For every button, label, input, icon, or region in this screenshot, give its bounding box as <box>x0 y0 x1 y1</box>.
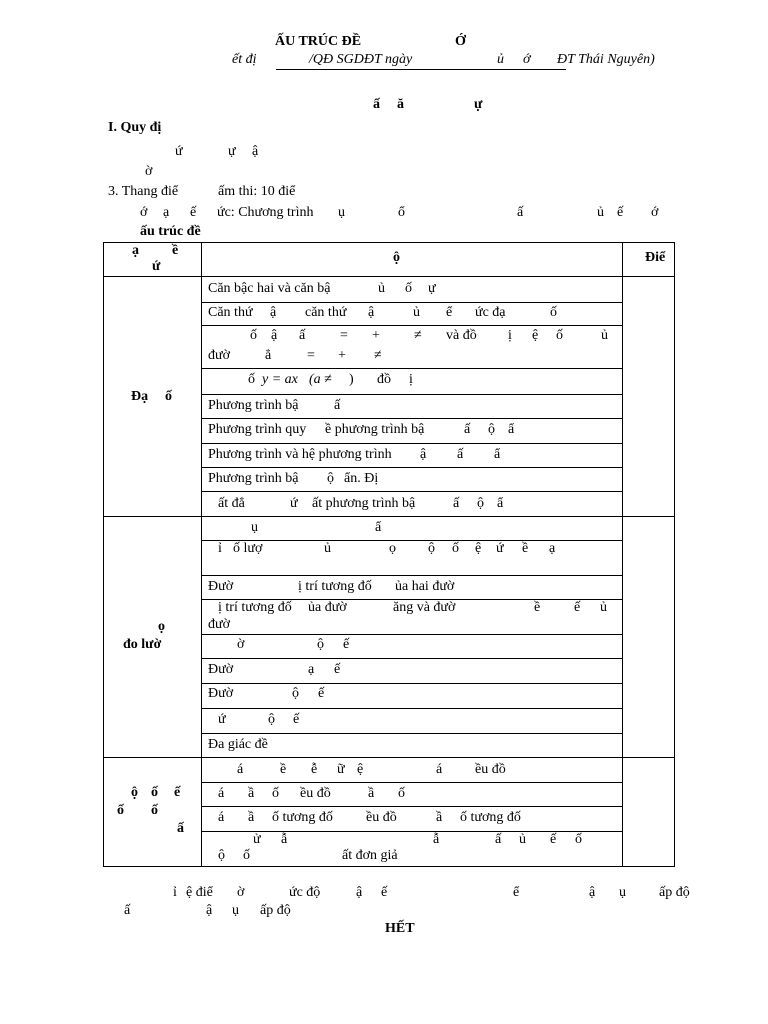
topic-text-fragment: + <box>372 328 380 343</box>
topic-row <box>201 831 623 867</box>
header-cell-category <box>103 242 202 277</box>
topic-text-fragment: ộ <box>327 471 334 486</box>
header-fragment: Điể <box>645 250 666 265</box>
rule-text-fragment: ức: Chương trình <box>217 205 314 220</box>
topic-text-fragment: ố tương đố <box>272 810 333 825</box>
footer-text-fragment: ức độ <box>289 885 321 900</box>
topic-text-fragment: ầ <box>436 810 443 825</box>
topic-text-fragment: ố tương đố <box>460 810 521 825</box>
rule-text-fragment: ậ <box>252 144 259 159</box>
topic-text-fragment: ố <box>248 372 255 387</box>
topic-text-fragment: ấ <box>457 447 464 462</box>
topic-text-fragment: ự <box>428 281 436 296</box>
topic-text-fragment: ủ <box>519 832 526 847</box>
topic-text-fragment: ỉ <box>218 541 222 556</box>
topic-text-fragment: ố <box>575 832 582 847</box>
topic-text-fragment: ờ <box>237 637 245 652</box>
topic-text-fragment: ể <box>446 305 453 320</box>
topic-text-fragment: ố <box>398 786 405 801</box>
topic-text-fragment: ẩ <box>497 496 504 511</box>
rule-text-fragment: ờ <box>145 164 153 179</box>
topic-text-fragment: ị trí tương đố <box>218 600 292 615</box>
topic-text-fragment: ị <box>508 328 512 343</box>
topic-text-fragment: ị <box>409 372 413 387</box>
topic-text-fragment: Phương trình quy <box>208 422 307 437</box>
topic-text-fragment: ẫ <box>433 832 440 847</box>
topic-text-fragment: ≠ <box>414 328 422 343</box>
topic-text-fragment: ất đẳ <box>218 496 245 511</box>
topic-text-fragment: ứ <box>218 712 226 727</box>
category-label: ố <box>165 389 172 404</box>
topic-text-fragment: ộ <box>268 712 275 727</box>
topic-row <box>201 516 623 541</box>
subtitle-fragment: ă <box>397 97 404 112</box>
footer-text-fragment: ụ <box>232 903 239 918</box>
rule-text-fragment: ấ <box>517 205 524 220</box>
topic-text-fragment: ẩ <box>375 520 382 535</box>
topic-text-fragment: ế <box>343 637 350 652</box>
topic-row <box>201 368 623 395</box>
topic-text-fragment: ầ <box>368 786 375 801</box>
category-cell <box>103 516 202 758</box>
category-cell <box>103 757 202 867</box>
topic-text-fragment: ấ <box>334 398 341 413</box>
topic-row <box>201 325 623 369</box>
header-fragment: ạ <box>132 243 139 258</box>
topic-text-fragment: ấ <box>464 422 471 437</box>
topic-text-fragment: = <box>340 328 348 343</box>
topic-text-fragment: ậ <box>271 328 278 343</box>
topic-text-fragment: ệ <box>475 541 482 556</box>
footer-text-fragment: ế <box>381 885 388 900</box>
topic-text-fragment: ẫ <box>281 832 288 847</box>
topic-text-fragment: ễ <box>311 762 318 777</box>
topic-text-fragment: ạ <box>308 662 315 677</box>
category-label: ọ <box>158 619 165 634</box>
structure-table <box>103 242 675 867</box>
decision-issuer: ĐT Thái Nguyên) <box>557 52 655 67</box>
topic-text-fragment: ế <box>334 662 341 677</box>
topic-text-fragment: ủ <box>324 541 331 556</box>
topic-text-fragment: ất đơn giả <box>342 848 398 863</box>
topic-text-fragment: ẳ <box>265 348 272 363</box>
topic-row <box>201 491 623 517</box>
topic-text-fragment: ế <box>574 600 581 615</box>
doc-title: ẤU TRÚC ĐỀ <box>275 34 362 49</box>
category-label: ấ <box>177 821 184 836</box>
topic-text-fragment: ộ <box>477 496 484 511</box>
topic-text-fragment: ử <box>253 832 261 847</box>
topic-text-fragment: ề phương trình bậ <box>325 422 425 437</box>
footer-text-fragment: ờ <box>237 885 245 900</box>
topic-text-fragment: ậ <box>420 447 427 462</box>
rule-text-fragment: ế <box>190 205 197 220</box>
rule-text-fragment: ụ <box>338 205 345 220</box>
formula-fragment: (a ≠ <box>309 372 332 387</box>
header-cell-content <box>201 242 623 277</box>
topic-text-fragment: Đườ <box>208 579 234 594</box>
rule-text-fragment: ự <box>228 144 236 159</box>
end-mark: HẾT <box>385 921 415 936</box>
footer-text-fragment: ệ điể <box>186 885 213 900</box>
topic-text-fragment: đồ <box>377 372 391 387</box>
decision-fragment: ết đị <box>232 52 257 67</box>
topic-text-fragment: ậ <box>270 305 277 320</box>
rule-text-fragment: ạ <box>163 205 170 220</box>
topic-text-fragment: ấ <box>453 496 460 511</box>
footer-text-fragment: ậ <box>356 885 363 900</box>
topic-text-fragment: ọ <box>389 541 396 556</box>
topic-text-fragment: ệ <box>357 762 364 777</box>
decision-number: /QĐ SGDĐT ngày <box>309 52 413 67</box>
topic-text-fragment: = <box>307 348 315 363</box>
header-cell-score <box>622 242 675 277</box>
topic-text-fragment: ố <box>272 786 279 801</box>
topic-text-fragment: ầ <box>248 786 255 801</box>
topic-row <box>201 634 623 659</box>
topic-text-fragment: ị trí tương đố <box>298 579 372 594</box>
topic-text-fragment: Đa giác đề <box>208 737 268 752</box>
topic-text-fragment: ố <box>452 541 459 556</box>
topic-text-fragment: ủa đườ <box>308 600 347 615</box>
topic-text-fragment: ế <box>318 686 325 701</box>
topic-text-fragment: ữ <box>337 762 345 777</box>
topic-row <box>201 575 623 600</box>
score-scale-label: 3. Thang điể <box>108 184 179 199</box>
topic-row <box>201 708 623 734</box>
topic-text-fragment: á <box>436 762 443 777</box>
topic-text-fragment: ứ <box>496 541 504 556</box>
score-cell <box>622 516 675 758</box>
topic-text-fragment: Căn thứ <box>208 305 253 320</box>
footer-text-fragment: ấp độ <box>659 885 690 900</box>
topic-text-fragment: á <box>218 810 225 825</box>
topic-text-fragment: ều đồ <box>475 762 506 777</box>
topic-text-fragment: ộ <box>428 541 435 556</box>
topic-text-fragment: ủ <box>378 281 385 296</box>
category-label: ố <box>151 785 158 800</box>
topic-text-fragment: ầ <box>248 810 255 825</box>
header-fragment: ộ <box>393 250 400 265</box>
topic-row <box>201 418 623 444</box>
topic-text-fragment: ậ <box>368 305 375 320</box>
topic-text-fragment: ề <box>280 762 287 777</box>
topic-text-fragment: Đườ <box>208 662 234 677</box>
topic-text-fragment: đườ <box>208 617 230 632</box>
topic-text-fragment: ức đạ <box>475 305 506 320</box>
topic-text-fragment: ẩn. Đị <box>344 471 379 486</box>
topic-text-fragment: ăng và đườ <box>393 600 456 615</box>
topic-text-fragment: ủ <box>600 600 607 615</box>
topic-text-fragment: ố <box>405 281 412 296</box>
topic-row <box>201 683 623 709</box>
topic-text-fragment: Phương trình và hệ phương trình <box>208 447 392 462</box>
topic-text-fragment: ề <box>522 541 529 556</box>
footer-text-fragment: ậ <box>206 903 213 918</box>
category-label: ộ <box>131 785 138 800</box>
category-label: ố <box>151 803 158 818</box>
structure-heading: ấu trúc đề <box>140 224 201 239</box>
topic-text-fragment: ộ <box>317 637 324 652</box>
topic-text-fragment: ≠ <box>374 348 382 363</box>
rule-text-fragment: ớ <box>651 205 659 220</box>
rule-text-fragment: ổ <box>398 205 405 220</box>
footer-text-fragment: ấ <box>124 903 131 918</box>
topic-text-fragment: ế <box>293 712 300 727</box>
formula-fragment: y = ax <box>262 372 298 387</box>
footer-text-fragment: ấp độ <box>260 903 291 918</box>
footer-text-fragment: ậ <box>589 885 596 900</box>
topic-text-fragment: á <box>218 786 225 801</box>
category-cell <box>103 276 202 517</box>
topic-text-fragment: Phương trình bậ <box>208 471 299 486</box>
topic-row <box>201 733 623 758</box>
topic-row <box>201 394 623 419</box>
topic-text-fragment: Căn bậc hai và căn bậ <box>208 281 331 296</box>
topic-text-fragment: ấ <box>299 328 306 343</box>
topic-text-fragment: ộ <box>292 686 299 701</box>
category-label: ố <box>117 803 124 818</box>
topic-row <box>201 302 623 326</box>
topic-text-fragment: ẩ <box>494 447 501 462</box>
topic-text-fragment: ụ <box>251 520 258 535</box>
category-label: Đạ <box>131 389 149 404</box>
formula-fragment: ) <box>349 372 354 387</box>
topic-text-fragment: ố lượ <box>233 541 263 556</box>
subtitle-fragment: ấ <box>373 97 380 112</box>
footer-text-fragment: ỉ <box>173 885 177 900</box>
topic-text-fragment: ố <box>243 848 250 863</box>
category-label: ế <box>174 785 181 800</box>
topic-text-fragment: Đườ <box>208 686 234 701</box>
topic-text-fragment: ấ <box>495 832 502 847</box>
topic-row <box>201 782 623 807</box>
topic-text-fragment: á <box>237 762 244 777</box>
topic-text-fragment: căn thứ <box>305 305 347 320</box>
topic-text-fragment: ẩ <box>508 422 515 437</box>
topic-row <box>201 443 623 468</box>
topic-text-fragment: ủa hai đườ <box>395 579 455 594</box>
topic-text-fragment: ố <box>550 305 557 320</box>
topic-text-fragment: đườ <box>208 348 230 363</box>
topic-text-fragment: ủ <box>413 305 420 320</box>
header-fragment: ề <box>172 243 179 258</box>
topic-text-fragment: ộ <box>218 848 225 863</box>
footer-text-fragment: ể <box>513 885 520 900</box>
topic-text-fragment: ộ <box>488 422 495 437</box>
topic-text-fragment: ế <box>550 832 557 847</box>
doc-title-fragment: Ớ <box>455 34 466 49</box>
topic-row <box>201 658 623 684</box>
category-label: đo lườ <box>123 637 162 652</box>
topic-row <box>201 757 623 783</box>
section-heading: I. Quy đị <box>108 120 162 135</box>
rule-text-fragment: ứ <box>175 144 183 159</box>
footer-text-fragment: ụ <box>619 885 626 900</box>
rule-text-fragment: ế <box>617 205 624 220</box>
score-cell <box>622 276 675 517</box>
topic-text-fragment: ố <box>250 328 257 343</box>
topic-text-fragment: và đồ <box>446 328 477 343</box>
topic-row <box>201 467 623 492</box>
topic-text-fragment: ề <box>534 600 541 615</box>
decision-fragment: ủ <box>497 52 504 67</box>
subtitle-fragment: ự <box>474 97 483 112</box>
header-fragment: ứ <box>152 259 161 274</box>
topic-text-fragment: ạ <box>549 541 556 556</box>
topic-text-fragment: ố <box>556 328 563 343</box>
topic-row <box>201 276 623 303</box>
rule-text-fragment: ớ <box>140 205 148 220</box>
topic-text-fragment: Phương trình bậ <box>208 398 299 413</box>
topic-text-fragment: ất phương trình bậ <box>312 496 416 511</box>
topic-row <box>201 599 623 635</box>
topic-text-fragment: ều đồ <box>366 810 397 825</box>
topic-row <box>201 806 623 832</box>
score-scale-value: ấm thi: 10 điể <box>218 184 296 199</box>
rule-text-fragment: ủ <box>597 205 604 220</box>
topic-text-fragment: ủ <box>601 328 608 343</box>
topic-text-fragment: + <box>338 348 346 363</box>
topic-text-fragment: ều đồ <box>300 786 331 801</box>
topic-text-fragment: ứ <box>290 496 298 511</box>
decision-underline <box>276 69 566 70</box>
topic-text-fragment: ệ <box>532 328 539 343</box>
score-cell <box>622 757 675 867</box>
topic-row <box>201 540 623 576</box>
decision-fragment: ớ <box>523 52 531 67</box>
